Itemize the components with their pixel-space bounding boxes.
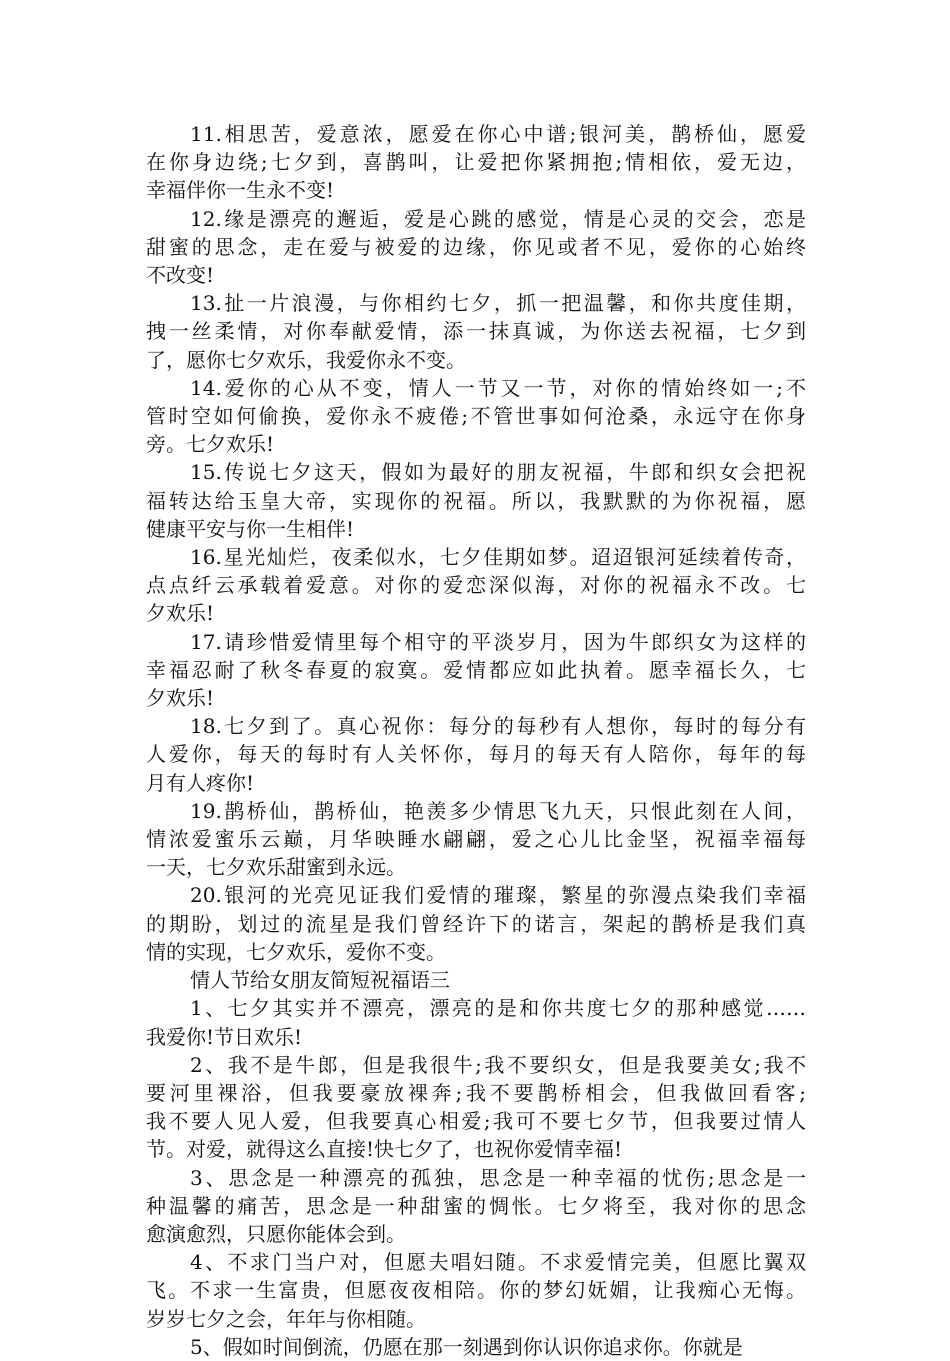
text-line: 1、七夕其实并不漂亮，漂亮的是和你共度七夕的那种感觉……	[190, 996, 806, 1021]
paragraph	[146, 797, 806, 882]
text-line: 要河里裸浴，但我要豪放裸奔;我不要鹊桥相会，但我做回看客;	[146, 1080, 806, 1105]
text-line: 3、思念是一种漂亮的孤独，思念是一种幸福的忧伤;思念是一	[190, 1165, 806, 1190]
text-line: 管时空如何偷换，爱你永不疲倦;不管世事如何沧桑，永远守在你身	[146, 404, 806, 429]
text-line: 情人节给女朋友简短祝福语三	[190, 968, 450, 993]
paragraph	[146, 966, 806, 994]
paragraph	[146, 1164, 806, 1249]
paragraph	[146, 881, 806, 966]
text-line: 点点纤云承载着爱意。对你的爱恋深似海，对你的祝福永不改。七	[146, 573, 806, 598]
text-line: 幸福忍耐了秋冬春夏的寂寞。爱情都应如此执着。愿幸福长久，七	[146, 657, 806, 682]
text-line: 夕欢乐!	[146, 686, 215, 711]
paragraph	[146, 1333, 806, 1361]
text-line: 了，愿你七夕欢乐，我爱你永不变。	[146, 347, 466, 372]
text-line: 17.请珍惜爱情里每个相守的平淡岁月，因为牛郎织女为这样的	[190, 629, 806, 654]
text-line: 甜蜜的思念，走在爱与被爱的边缘，你见或者不见，爱你的心始终	[146, 234, 806, 259]
text-line: 飞。不求一生富贵，但愿夜夜相陪。你的梦幻妩媚，让我痴心无悔。	[146, 1278, 806, 1303]
text-line: 14.爱你的心从不变，情人一节又一节，对你的情始终如一;不	[190, 375, 806, 400]
paragraph	[146, 458, 806, 543]
paragraph	[146, 1051, 806, 1164]
document-body	[146, 120, 806, 1361]
paragraph	[146, 205, 806, 290]
text-line: 节。对爱，就得这么直接!快七夕了，也祝你爱情幸福!	[146, 1137, 623, 1162]
text-line: 20.银河的光亮见证我们爱情的璀璨，繁星的弥漫点染我们幸福	[190, 883, 806, 908]
paragraph	[146, 712, 806, 797]
text-line: 18.七夕到了。真心祝你：每分的每秒有人想你，每时的每分有	[190, 714, 806, 739]
text-line: 4、不求门当户对，但愿夫唱妇随。不求爱情完美，但愿比翼双	[190, 1250, 806, 1275]
paragraph	[146, 543, 806, 628]
text-line: 16.星光灿烂，夜柔似水，七夕佳期如梦。迢迢银河延续着传奇，	[190, 545, 806, 570]
paragraph	[146, 374, 806, 459]
text-line: 15.传说七夕这天，假如为最好的朋友祝福，牛郎和织女会把祝	[190, 460, 806, 485]
text-line: 健康平安与你一生相伴!	[146, 516, 355, 541]
text-line: 13.扯一片浪漫，与你相约七夕，抓一把温馨，和你共度佳期，	[190, 291, 806, 316]
text-line: 我不要人见人爱，但我要真心相爱;我可不要七夕节，但我要过情人	[146, 1109, 806, 1134]
text-line: 5、假如时间倒流，仍愿在那一刻遇到你认识你追求你。你就是	[190, 1334, 743, 1359]
text-line: 月有人疼你!	[146, 770, 255, 795]
text-line: 福转达给玉皇大帝，实现你的祝福。所以，我默默的为你祝福，愿	[146, 488, 806, 513]
text-line: 幸福伴你一生永不变!	[146, 178, 335, 203]
text-line: 愈演愈烈，只愿你能体会到。	[146, 1221, 406, 1246]
text-line: 岁岁七夕之会，年年与你相随。	[146, 1306, 426, 1331]
text-line: 情浓爱蜜乐云巅，月华映睡水翩翩，爱之心儿比金坚，祝福幸福每	[146, 827, 806, 852]
paragraph	[146, 994, 806, 1050]
text-line: 在你身边绕;七夕到，喜鹊叫，让爱把你紧拥抱;情相依，爱无边，	[146, 150, 806, 175]
text-line: 种温馨的痛苦，思念是一种甜蜜的惆怅。七夕将至，我对你的思念	[146, 1193, 806, 1218]
paragraph	[146, 628, 806, 713]
text-line: 不改变!	[146, 263, 215, 288]
text-line: 我爱你!节日欢乐!	[146, 1024, 303, 1049]
text-line: 一天，七夕欢乐甜蜜到永远。	[146, 855, 406, 880]
paragraph	[146, 120, 806, 205]
text-line: 旁。七夕欢乐!	[146, 432, 275, 457]
text-line: 12.缘是漂亮的邂逅，爱是心跳的感觉，情是心灵的交会，恋是	[190, 206, 806, 231]
text-line: 情的实现，七夕欢乐，爱你不变。	[146, 939, 446, 964]
text-line: 11.相思苦，爱意浓，愿爱在你心中谱;银河美，鹊桥仙，愿爱	[190, 122, 806, 146]
text-line: 人爱你，每天的每时有人关怀你，每月的每天有人陪你，每年的每	[146, 742, 806, 767]
text-line: 夕欢乐!	[146, 601, 215, 626]
paragraph	[146, 1248, 806, 1333]
paragraph	[146, 289, 806, 374]
text-line: 的期盼，划过的流星是我们曾经许下的诺言，架起的鹊桥是我们真	[146, 911, 806, 936]
text-line: 19.鹊桥仙，鹊桥仙，艳羡多少情思飞九天，只恨此刻在人间，	[190, 798, 806, 823]
text-line: 2、我不是牛郎，但是我很牛;我不要织女，但是我要美女;我不	[190, 1052, 806, 1077]
text-line: 拽一丝柔情，对你奉献爱情，添一抹真诚，为你送去祝福，七夕到	[146, 319, 806, 344]
